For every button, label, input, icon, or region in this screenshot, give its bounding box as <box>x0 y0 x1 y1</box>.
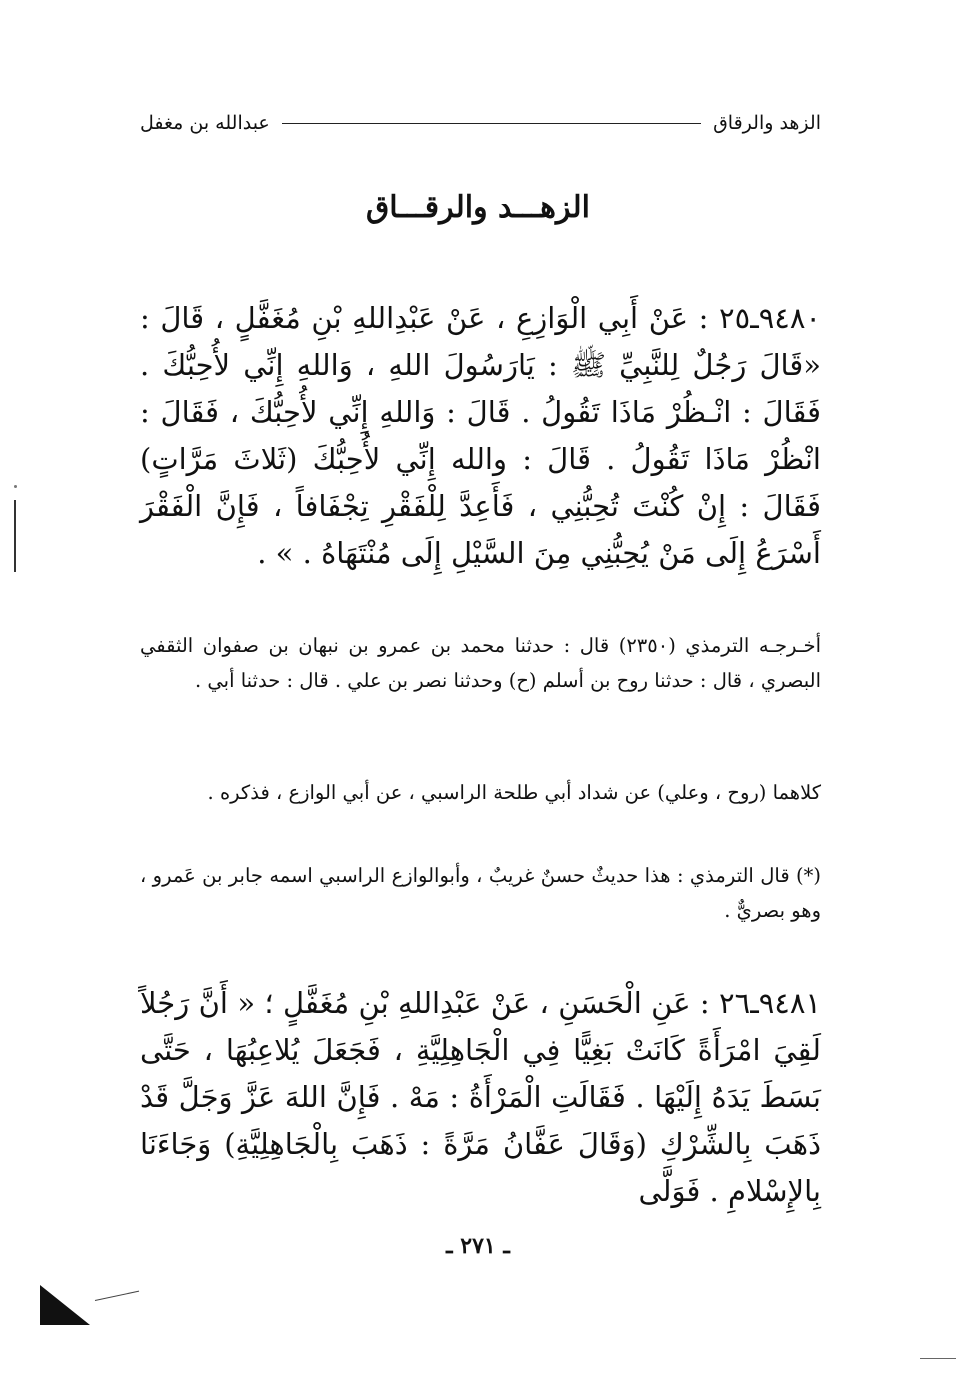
header-narrator: عبدالله بن مغفل <box>140 112 270 134</box>
chapter-title: الزهـــد والرقـــاق <box>365 190 591 225</box>
chain-note <box>140 775 821 810</box>
hadith-2 <box>140 980 821 1215</box>
header-rule <box>282 123 701 124</box>
page-number: ـ ٢٧١ ـ <box>446 1233 510 1259</box>
hadith-1 <box>140 295 821 577</box>
hadith-2-text: ٩٤٨١ـ٢٦ : عَنِ الْحَسَنِ ، عَنْ عَبْدِاللهِ بْنِ مُغَفَّلٍ ؛ « أَنَّ رَجُلاً لَقِيَ امْرَأَةً كَانَتْ بَغِيًّا فِي الْجَاهِلِيَّةِ ، فَجَعَلَ يُلاعِبُهَا ، حَتَّى بَسَطَ يَدَهُ إِلَيْهَا . فَقَالَتِ الْمَرْأَةُ : مَهْ . فَإِنَّ اللهَ عَزَّ وَجَلَّ قَدْ ذَهَبَ بِالشِّرْكِ (وَقَالَ عَفَّانُ مَرَّةً : ذَهَبَ بِالْجَاهِلِيَّةِ) وَجَاءَنَا بِالإِسْلامِ . فَوَلَّى <box>140 986 821 1208</box>
takhrij-text: أخـرجـه الترمذي (٢٣٥٠) قال : حدثنا محمد بن عمرو بن نبهان بن صفوان الثقفي البصري ، قال : حدثنا روح بن أسلم (ح) وحدثنا نصر بن علي . قال : حدثنا أبي . <box>140 634 821 692</box>
bottom-edge-rule <box>920 1358 956 1359</box>
running-header <box>140 105 821 141</box>
header-book-title: الزهد والرقاق <box>713 112 821 134</box>
corner-stroke <box>95 1291 139 1301</box>
comment-note <box>140 858 821 928</box>
hadith-1-text: ٩٤٨٠ـ٢٥ : عَنْ أَبِي الْوَازِعِ ، عَنْ عَبْدِاللهِ بْنِ مُغَفَّلٍ ، قَالَ : «قَالَ رَجُلٌ لِلنَّبِيِّ ﷺ : يَارَسُولَ اللهِ ، وَاللهِ إِنِّي لأُحِبُّكَ . فَقَالَ : انْـظُرْ مَاذَا تَقُولُ . قَالَ : وَاللهِ إِنِّي لأُحِبُّكَ ، فَقَالَ : انْظُرْ مَاذَا تَقُولُ . قَالَ : والله إِنِّي لأُحِبُّكَ (ثَلاثَ مَرَّاتٍ) فَقَالَ : إِنْ كُنْتَ تُحِبُّنِي ، فَأَعِدَّ لِلْفَقْرِ تِجْفَافاً ، فَإِنَّ الْفَقْرَ أَسْرَعُ إِلَى مَنْ يُحِبُّنِي مِنَ السَّيْلِ إِلَى مُنْتَهَاهُ . » . <box>140 301 821 570</box>
scan-margin-line <box>14 500 16 572</box>
takhrij-note <box>140 628 821 698</box>
scan-mark-dot <box>14 485 17 488</box>
comment-text: (*) قال الترمذي : هذا حديثٌ حسنٌ غريبٌ ، وأبوالوازع الراسبي اسمه جابر بن عَمرو ، وهو بصريٌّ . <box>140 864 821 922</box>
corner-triangle-icon <box>40 1285 90 1325</box>
chain-text: كلاهما (روح ، وعلي) عن شداد أبي طلحة الراسبي ، عن أبي الوازع ، فذكره . <box>207 781 821 804</box>
